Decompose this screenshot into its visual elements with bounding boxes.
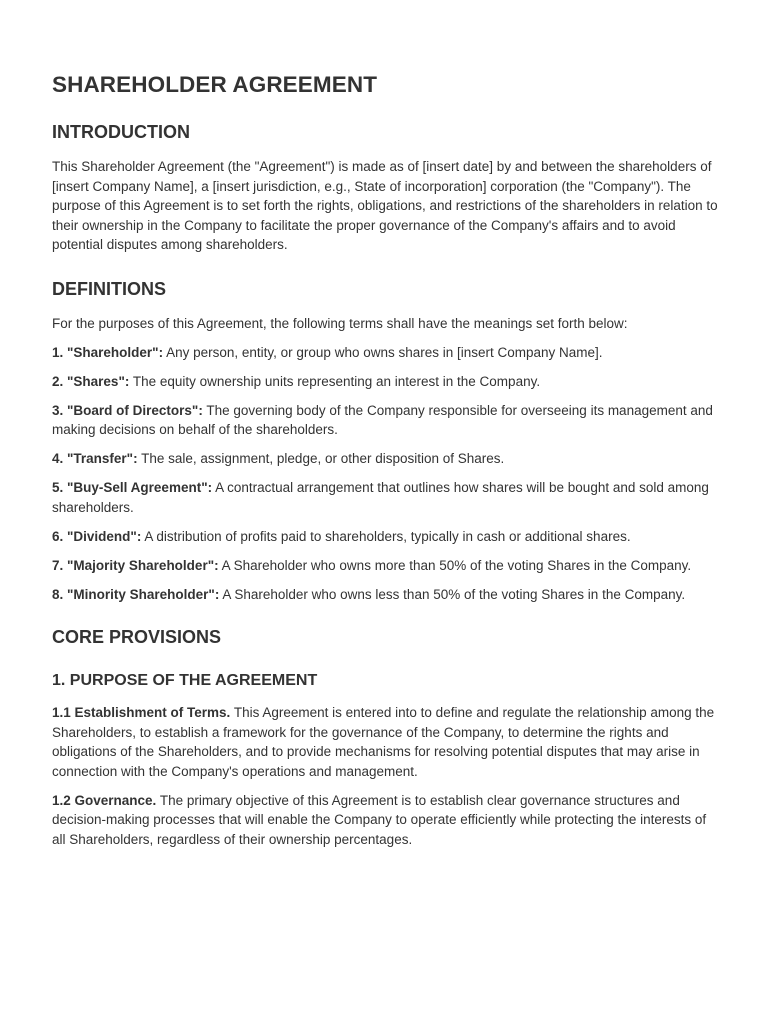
purpose-section-heading: 1. PURPOSE OF THE AGREEMENT <box>52 672 318 689</box>
definition-term: 1. "Shareholder": <box>52 344 164 360</box>
definition-text: A Shareholder who owns less than 50% of the voting Shares in the Company. <box>219 586 686 602</box>
definitions-lead-paragraph: For the purposes of this Agreement, the following terms shall have the meanings set forth below: <box>52 315 628 331</box>
definition-item <box>52 527 722 547</box>
definition-item <box>52 585 722 605</box>
definition-term: 7. "Majority Shareholder": <box>52 557 219 573</box>
definition-text: A distribution of profits paid to shareholders, typically in cash or additional shares. <box>141 528 631 544</box>
definition-item <box>52 478 722 517</box>
document-title: SHAREHOLDER AGREEMENT <box>52 72 378 97</box>
definition-term: 5. "Buy-Sell Agreement": <box>52 480 213 495</box>
definition-text: Any person, entity, or group who owns shares in [insert Company Name]. <box>163 344 603 360</box>
clause-paragraph <box>52 791 722 850</box>
definitions-heading: DEFINITIONS <box>52 278 167 299</box>
clause-paragraph <box>52 703 722 781</box>
definition-term: 6. "Dividend": <box>52 528 142 544</box>
definition-text: The sale, assignment, pledge, or other disposition of Shares. <box>137 451 505 466</box>
definition-term: 3. "Board of Directors": <box>52 402 203 418</box>
definition-term: 4. "Transfer": <box>52 451 138 466</box>
introduction-paragraph: This Shareholder Agreement (the "Agreement") is made as of [insert date] by and between the shareholders of [insert Company Name], a [insert jurisdiction, e.g., State of incorporation] corporation (the "Company"). The purpose of this Agreement is to set forth the rights, obligations, and restrictions of the shareholders in relation to their ownership in the Company to facilitate the proper governance of the Company's affairs and to avoid potential disputes among shareholders. <box>52 159 718 252</box>
definition-item <box>52 401 722 440</box>
definition-text: A Shareholder who owns more than 50% of the voting Shares in the Company. <box>218 557 692 573</box>
definition-item <box>52 449 722 469</box>
clause-label: 1.1 Establishment of Terms. <box>52 705 231 720</box>
definition-item <box>52 372 722 392</box>
clause-text: The primary objective of this Agreement is to establish clear governance structures and decision-making processes that will enable the Company to operate efficiently while protecting the interests of all Shareholders, regardless of their ownership percentages. <box>52 792 707 847</box>
definition-term: 8. "Minority Shareholder": <box>52 586 220 602</box>
definition-text: The equity ownership units representing an interest in the Company. <box>129 373 541 389</box>
introduction-heading: INTRODUCTION <box>52 122 190 142</box>
clause-label: 1.2 Governance. <box>52 792 157 808</box>
core-provisions-heading: CORE PROVISIONS <box>52 627 222 647</box>
definition-term: 2. "Shares": <box>52 373 130 389</box>
definition-item <box>52 556 722 576</box>
document-page <box>52 72 722 849</box>
clause-text: This Agreement is entered into to define and regulate the relationship among the Shareholders, to establish a framework for the governance of the Company, to determine the rights and obligations of the Shareholders, and to provide mechanisms for resolving potential disputes that may arise in connection with the Company's operations and management. <box>52 705 715 779</box>
definition-text: A contractual arrangement that outlines how shares will be bought and sold among shareholders. <box>52 480 709 515</box>
definition-item <box>52 343 722 363</box>
definition-text: The governing body of the Company responsible for overseeing its management and making decisions on behalf of the shareholders. <box>52 402 713 437</box>
